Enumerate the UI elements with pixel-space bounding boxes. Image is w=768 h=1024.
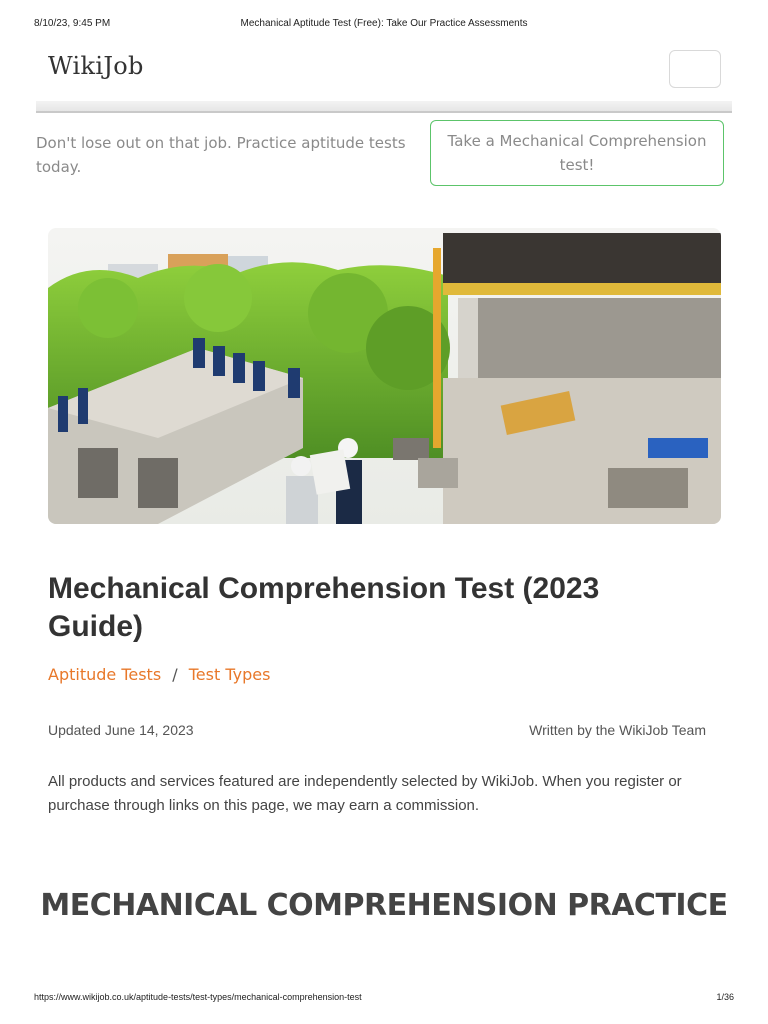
construction-site-illustration [48, 228, 721, 524]
print-page-number: 1/36 [716, 992, 734, 1002]
print-header [0, 18, 768, 32]
hero-image [48, 228, 721, 524]
promo-text: Don't lose out on that job. Practice aptitude tests today. [36, 134, 406, 176]
author-credit: Written by the WikiJob Team [529, 722, 706, 738]
breadcrumb-test-types[interactable]: Test Types [188, 665, 271, 684]
breadcrumb-aptitude-tests[interactable]: Aptitude Tests [48, 665, 162, 684]
menu-button[interactable] [669, 50, 721, 88]
section-heading: MECHANICAL COMPREHENSION PRACTICE [40, 888, 728, 923]
header-divider [36, 101, 732, 113]
print-page-title: Mechanical Aptitude Test (Free): Take Our Practice Assessments [240, 18, 528, 29]
print-footer [0, 992, 768, 1006]
affiliate-disclaimer: All products and services featured are independently selected by WikiJob. When you register or purchase through links on this page, we may earn a commission. [48, 773, 682, 814]
breadcrumb [48, 665, 270, 684]
breadcrumb-separator: / [172, 665, 178, 684]
take-test-button[interactable]: Take a Mechanical Comprehension test! [430, 120, 724, 186]
print-url: https://www.wikijob.co.uk/aptitude-tests/test-types/mechanical-comprehension-test [34, 992, 362, 1002]
page-title: Mechanical Comprehension Test (2023 Guide) [48, 572, 600, 643]
wikijob-logo[interactable]: WikiJob [48, 52, 144, 80]
updated-date: Updated June 14, 2023 [48, 722, 194, 738]
print-date: 8/10/23, 9:45 PM [34, 18, 111, 29]
